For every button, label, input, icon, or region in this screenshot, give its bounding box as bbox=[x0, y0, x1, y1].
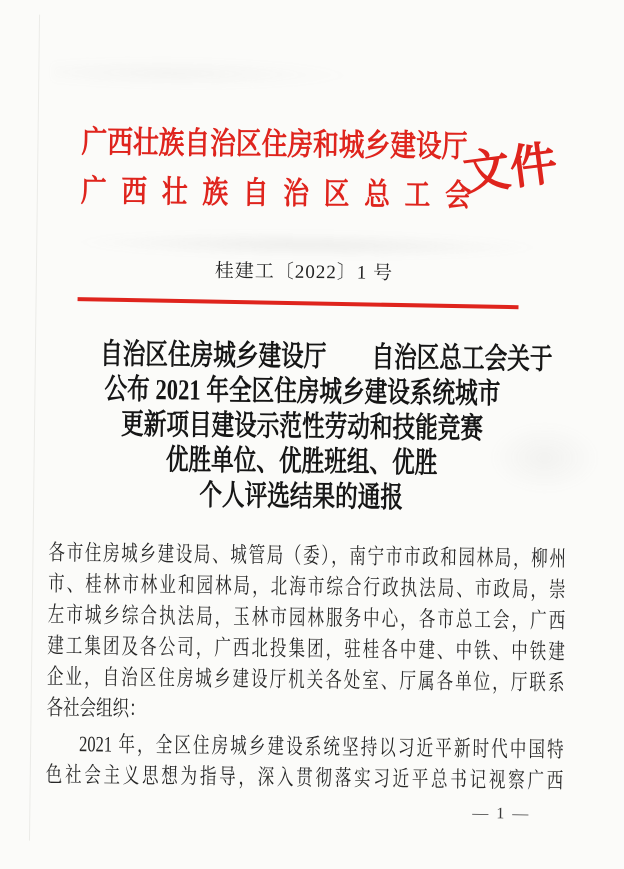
issuer-character: 区 bbox=[323, 176, 350, 212]
issuer-character: 总 bbox=[364, 176, 391, 212]
issuer-character: 工 bbox=[404, 177, 431, 213]
issuer-character: 自 bbox=[242, 175, 269, 211]
letterhead-issuer-line-1: 广西壮族自治区住房和城乡建设厅 bbox=[81, 124, 468, 164]
scan-page-edge bbox=[29, 15, 40, 841]
page-number: — 1 — bbox=[472, 804, 531, 823]
document-title-line: 自治区住房城乡建设厅 自治区总工会关于 bbox=[99, 338, 553, 376]
document-body-line: 市、桂林市林业和园林局，北海市综合行政执法局、市政局，崇 bbox=[47, 570, 566, 603]
document-title-line: 优胜单位、优胜班组、优胜 bbox=[165, 444, 438, 480]
document-number: 桂建工〔2022〕1 号 bbox=[214, 260, 394, 284]
document-title bbox=[41, 337, 563, 518]
letterhead-issuer-line-2 bbox=[81, 173, 472, 214]
document-body-line: 各社会组织： bbox=[46, 694, 146, 721]
document-body-line: 企业，自治区住房城乡建设厅机关各处室、厅属各单位，厅联系 bbox=[46, 663, 565, 696]
scan-bleedthrough-smudge bbox=[72, 229, 542, 261]
letterhead-doc-type-label: 文件 bbox=[460, 137, 561, 202]
document-body-line: 2021 年，全区住房城乡建设系统坚持以习近平新时代中国特 bbox=[78, 731, 564, 763]
document-body-line: 左市城乡综合执法局，玉林市园林服务中心，各市总工会，广西 bbox=[47, 601, 566, 634]
document-title-line: 更新项目建设示范性劳动和技能竞赛 bbox=[120, 408, 484, 446]
document-body-line: 各市住房城乡建设局、城管局（委），南宁市市政和园林局，柳州 bbox=[48, 539, 567, 572]
issuer-character: 壮 bbox=[161, 174, 188, 210]
document-body-line: 色社会主义思想为指导，深入贯彻落实习近平总书记视察广西 bbox=[45, 761, 564, 794]
document-title-line: 公布 2021 年全区住房城乡建设系统城市 bbox=[104, 373, 501, 411]
issuer-character: 广 bbox=[80, 173, 107, 209]
issuer-character: 会 bbox=[444, 177, 472, 213]
document-body-text bbox=[46, 537, 624, 798]
letterhead-red-rule bbox=[78, 297, 519, 309]
document-title-line: 个人评选结果的通报 bbox=[199, 479, 404, 515]
issuer-character: 治 bbox=[283, 175, 310, 211]
document-body-line: 建工集团及各公司，广西北投集团，驻桂各中建、中铁、中铁建 bbox=[47, 632, 565, 665]
issuer-character: 西 bbox=[121, 173, 148, 209]
scan-bleedthrough-smudge bbox=[52, 57, 352, 91]
issuer-character: 族 bbox=[202, 174, 229, 210]
